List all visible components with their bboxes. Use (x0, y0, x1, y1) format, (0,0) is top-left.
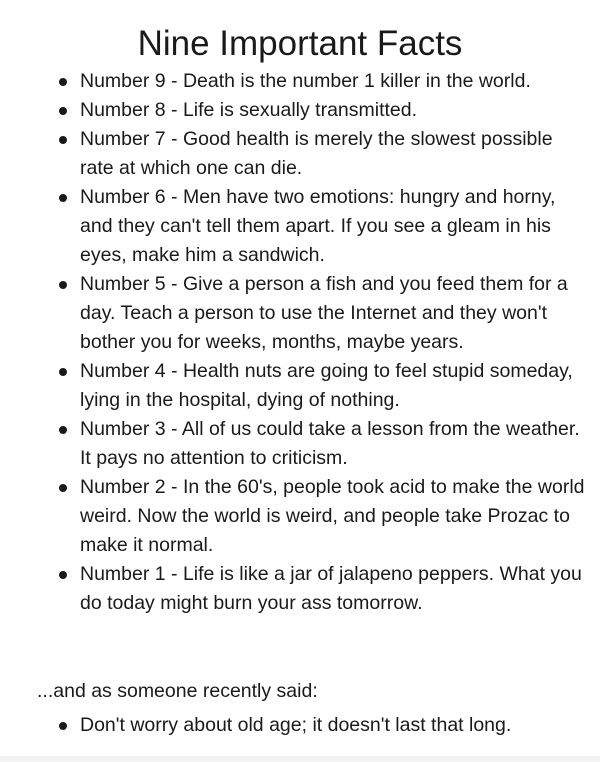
bullet-icon (59, 484, 67, 492)
list-item (80, 711, 590, 740)
fact-text: Number 4 - Health nuts are going to feel stupid someday, lying in the hospital, dying of nothing. (80, 360, 573, 411)
bullet-icon (59, 136, 67, 144)
fact-text: Number 2 - In the 60's, people took acid to make the world weird. Now the world is weird, and people take Prozac to make it normal. (80, 476, 585, 556)
list-item (80, 473, 590, 560)
list-item (80, 125, 590, 183)
bullet-icon (59, 78, 67, 86)
list-item (80, 270, 590, 357)
fact-text: Number 8 - Life is sexually transmitted. (80, 99, 418, 121)
list-item (80, 96, 590, 125)
list-item (80, 183, 590, 270)
page-title: Nine Important Facts (137, 24, 463, 63)
closing-text: Don't worry about old age; it doesn't last that long. (80, 714, 512, 736)
closing-list (80, 711, 590, 740)
bullet-icon (59, 107, 67, 115)
bullet-icon (59, 722, 67, 730)
fact-text: Number 6 - Men have two emotions: hungry and horny, and they can't tell them apart. If you see a gleam in his eyes, make him a sandwich. (80, 186, 556, 266)
bullet-icon (59, 368, 67, 376)
list-item (80, 415, 590, 473)
fact-text: Number 5 - Give a person a fish and you feed them for a day. Teach a person to use the Internet and they won't bother you for weeks, months, maybe years. (80, 273, 568, 353)
fact-text: Number 3 - All of us could take a lesson from the weather. It pays no attention to criticism. (80, 418, 580, 469)
fact-text: Number 9 - Death is the number 1 killer in the world. (80, 70, 531, 92)
fact-text: Number 7 - Good health is merely the slowest possible rate at which one can die. (80, 128, 553, 179)
list-item (80, 560, 590, 618)
bullet-icon (59, 194, 67, 202)
bullet-icon (59, 426, 67, 434)
bullet-icon (59, 571, 67, 579)
fact-text: Number 1 - Life is like a jar of jalapeno peppers. What you do today might burn your ass tomorrow. (80, 563, 582, 614)
list-item (80, 357, 590, 415)
intro-text: ...and as someone recently said: (37, 680, 318, 702)
facts-list (80, 67, 590, 618)
page-bottom-edge (0, 756, 600, 762)
list-item (80, 67, 590, 96)
bullet-icon (59, 281, 67, 289)
